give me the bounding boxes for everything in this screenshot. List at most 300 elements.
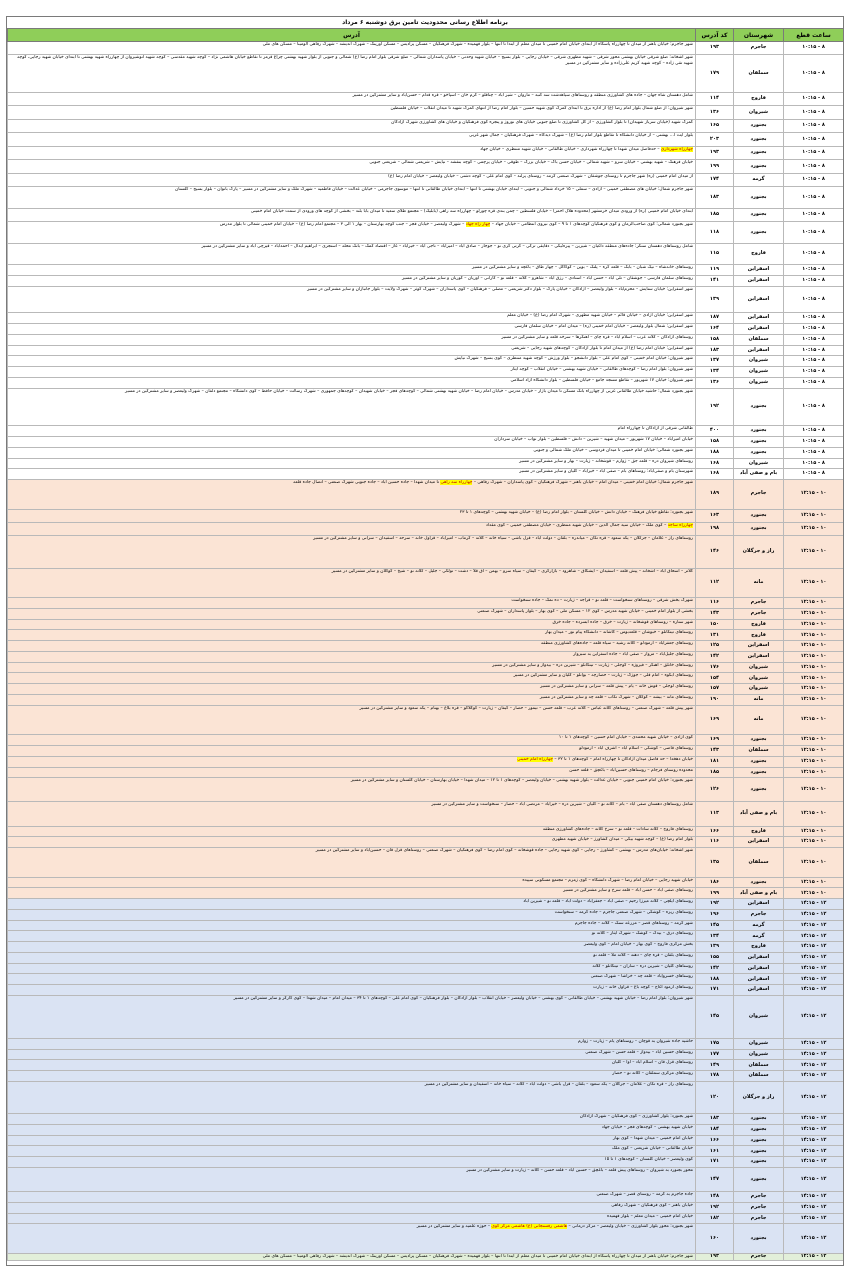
row-time: ۸ - ۱۰:۱۵ xyxy=(783,469,843,479)
row-code: ۱۶۹ xyxy=(695,706,733,735)
row-code: ۱۸۸ xyxy=(695,974,733,984)
table-row xyxy=(7,899,843,910)
row-city: بجنورد xyxy=(733,768,783,778)
row-code: ۱۸۳ xyxy=(695,346,733,356)
row-time: ۱۲ - ۱۴:۱۵ xyxy=(783,1168,843,1191)
row-code: ۱۶۸ xyxy=(695,459,733,469)
row-code: ۱۳۵ xyxy=(695,848,733,877)
row-address: چهارراه شهرداری – حدفاصل میدان شهدا تا چهارراه شهرداری – خیابان طالقانی – خیابان شهید منتظری – خیابان جهاد xyxy=(7,147,695,159)
row-code: ۱۷۶ xyxy=(695,663,733,673)
row-code: ۱۸۱ xyxy=(695,757,733,767)
table-row xyxy=(7,324,843,335)
table-row xyxy=(7,222,843,244)
row-city: راز و جرگلان xyxy=(733,536,783,567)
table-row xyxy=(7,459,843,470)
row-address: روستاهای جلیل‌آباد – مروار – صفی آباد – جاده اسفراین به سبزوار xyxy=(7,652,695,662)
row-address: شهر جاجرم شمال: خیابان امام خمینی – میدان امام – خیابان باهنر – شهرک فرهنگیان – کوی پاسداران – شهرک رفاهی – چهارراه سه راهی تا میدان شهدا – جاده حسین آباد – جاده جنوبی شهرک صنعتی – اتصال جاده قلعه xyxy=(7,480,695,509)
row-address: شهر شیروان: بلوار امام رضا – کوچه‌های طالقانی – خیابان شهید بهشتی – خیابان انقلاب – کوچه ایثار xyxy=(7,367,695,377)
row-address: شهر جاجرم: خیابان باهنر از میدان تا چهارراه پاسگاه از ابتدای خیابان امام خمینی تا میدان معلم از ابتدا تا انتها – بلوار فهمیده – شهرک فرهنگیان – مسکن پرادیس – مسکن اورینگ – شهرک اندیشه – شهرک رفاهی الومینا – مسکن های ملی xyxy=(7,1254,695,1260)
row-city: گرمه xyxy=(733,174,783,186)
row-address: محور بجنورد به شیروان – روستاهای پیش قلعه – باغچق – حسین آباد – قلعه حسن – کلاته – زیارت و سایر مشترکین در مسیر xyxy=(7,1168,695,1191)
table-row xyxy=(7,673,843,684)
row-city: بجنورد xyxy=(733,1125,783,1135)
row-address: روستاهای فاروج – کلاته سادات – قلعه نو – سرخ کلاته – جاده‌های کشاورزی منطقه xyxy=(7,827,695,837)
row-city: اسفراین xyxy=(733,287,783,313)
row-address: جاده جاجرم به گرمه – روستای قصر – شهرک صنعتی xyxy=(7,1192,695,1202)
row-city: اسفراین xyxy=(733,265,783,275)
row-time: ۱۲ - ۱۴:۱۵ xyxy=(783,1136,843,1146)
row-time: ۱۰ - ۱۲:۱۵ xyxy=(783,569,843,598)
row-code: ۱۷۱ xyxy=(695,985,733,995)
row-city: بجنورد xyxy=(733,426,783,436)
row-city: مانه xyxy=(733,695,783,705)
row-address: روستاهای مرکزی سملقان – کلاته نو – حصار xyxy=(7,1071,695,1081)
row-code: ۱۴۱ xyxy=(695,276,733,286)
row-time: ۱۲ - ۱۴:۱۵ xyxy=(783,1039,843,1049)
row-address: روستاهای آزادگان – کلاته عرب – اسلام آباد – قره چای – آهنگرها – سرخه قلعه و سایر مشترکین در مسیر xyxy=(7,335,695,345)
row-code: ۱۳۹ xyxy=(695,942,733,952)
row-code: ۱۱۸ xyxy=(695,222,733,243)
row-city: اسفراین xyxy=(733,974,783,984)
table-header-row xyxy=(7,29,843,42)
row-address: شهر جاجرم: خیابان باهنر از میدان تا چهارراه پاسگاه از ابتدای خیابان امام خمینی تا میدان معلم از ابتدا تا انتها – بلوار فهمیده – شهرک فرهنگیان – مسکن پرادیس – مسکن اورینگ – شهرک اندیشه – شهرک رفاهی الومینا – مسکن های ملی xyxy=(7,42,695,54)
row-time: ۸ - ۱۰:۱۵ xyxy=(783,389,843,426)
row-address: روستاهای آرمود آغاج – کوچه باغ – قراول خانه – زیارت xyxy=(7,985,695,995)
row-address: از میدان امام خمینی (ره) شهر جاجرم تا روستای جوشقان – شهرک صنعتی گرمه – روستای پرلند – کوی امام علی – کوچه دشتی – خیابان ولیعصر – خیابان امام رضا (ع) xyxy=(7,174,695,186)
row-city: اسفراین xyxy=(733,276,783,286)
row-address: روستاهای خسروآباد – قلعه چه – خراشا – شهرک صنعتی xyxy=(7,974,695,984)
table-row xyxy=(7,569,843,599)
row-code: ۱۲۰ xyxy=(695,1082,733,1113)
row-city: سملقان xyxy=(733,335,783,345)
row-city: جاجرم xyxy=(733,1192,783,1202)
row-time: ۸ - ۱۰:۱۵ xyxy=(783,448,843,458)
row-address: شهر بجنورد: بلوار کشاورزی – کوی فرهنگیان – شهرک آزادگان xyxy=(7,1114,695,1124)
row-time: ۱۰ - ۱۲:۱۵ xyxy=(783,684,843,694)
row-address: روستاهای قزل قان – اسلام آباد – آوا – گلیان xyxy=(7,1060,695,1070)
row-address: روستاهای ریزه – کوشکی – شهرک صنعتی جاجرم – جاده گرمه – سنخواست xyxy=(7,910,695,920)
row-address: روستاهای ایلچی – کلاته میرزا رحیم – صفی آباد – جعفرآباد – دولت آباد – قلعه نو – شیرین آباد xyxy=(7,899,695,909)
row-address: روستاهای حسین آباد – بیدواز – قلعه حسن – شهرک صنعتی xyxy=(7,1050,695,1060)
table-row xyxy=(7,1254,843,1261)
table-row xyxy=(7,335,843,346)
row-time: ۱۰ - ۱۲:۱۵ xyxy=(783,480,843,509)
table-row xyxy=(7,120,843,133)
row-address: شهر شیروان: خیابان امام خمینی – کوی امام علی – بلوار دانشجو – بلوار ورزش – کوچه شهید منتظری – کوی بسیج – شهرک نیایش xyxy=(7,356,695,366)
row-city: فاروج xyxy=(733,827,783,837)
row-code: ۱۱۵ xyxy=(695,244,733,265)
table-row xyxy=(7,378,843,389)
table-row xyxy=(7,1146,843,1157)
row-city: شیروان xyxy=(733,106,783,118)
row-address: شهرستان بام و صفی‌آباد: روستاهای بام – صفی آباد – خیرآباد – گلیان و سایر مشترکین در مسیر xyxy=(7,469,695,479)
row-time: ۸ - ۱۰:۱۵ xyxy=(783,287,843,313)
row-time: ۱۲ - ۱۴:۱۵ xyxy=(783,931,843,941)
row-city: بجنورد xyxy=(733,735,783,745)
row-code: ۱۸۲ xyxy=(695,1214,733,1224)
table-row xyxy=(7,147,843,160)
row-city: جاجرم xyxy=(733,480,783,509)
row-address: شهر اسفراین: شمال بلوار ولیعصر – خیابان امام خمینی (ره) – میدان امام – خیابان سلمان فارسی xyxy=(7,324,695,334)
row-code: ۱۸۶ xyxy=(695,878,733,888)
row-time: ۸ - ۱۰:۱۵ xyxy=(783,276,843,286)
table-row xyxy=(7,106,843,119)
row-city: شیروان xyxy=(733,684,783,694)
table-row xyxy=(7,480,843,510)
row-address: شهر شیروان: بلوار امام رضا – خیابان شهید بهشتی – خیابان طالقانی – کوی بهشتی – خیابان ولیعصر – خیابان انقلاب – بلوار آزادگان – بلوار فرهنگیان – کوی امام علی – کوچه‌های ۱ تا ۳۴ – میدان امام – میدان شهدا – کوی کارگر و سایر مشترکین در مسیر xyxy=(7,996,695,1038)
row-address: روستاهای صفی آباد – حسن آباد – قلعه سرخ و سایر مشترکین در مسیر xyxy=(7,888,695,898)
table-row xyxy=(7,746,843,757)
table-row xyxy=(7,663,843,674)
row-city: شیروان xyxy=(733,459,783,469)
row-time: ۱۲ - ۱۴:۱۵ xyxy=(783,1254,843,1260)
row-code: ۱۴۲ xyxy=(695,652,733,662)
table-row xyxy=(7,848,843,878)
row-address: شهر شیروان: خیابان ۱۷ شهریور – تقاطع مسجد جامع – خیابان فلسطین – بلوار دانشگاه آزاد اسلامی xyxy=(7,378,695,388)
row-code: ۱۱۹ xyxy=(695,265,733,275)
row-time: ۱۲ - ۱۴:۱۵ xyxy=(783,942,843,952)
row-city: اسفراین xyxy=(733,837,783,847)
table-body xyxy=(7,42,843,1254)
row-address: روستاهای تیتکانلو – خبوشان – قلعه‌بوس – کاشانه – دانشگاه پیام نور – میدان بهار xyxy=(7,630,695,640)
table-row xyxy=(7,1168,843,1192)
table-row xyxy=(7,695,843,706)
row-city: بجنورد xyxy=(733,448,783,458)
row-city: بام و صفی آباد xyxy=(733,888,783,898)
highlighted-text: چهارراه سه راهی xyxy=(440,480,473,486)
table-row xyxy=(7,209,843,222)
table-row xyxy=(7,160,843,173)
row-code: ۱۶۶ xyxy=(695,1136,733,1146)
row-code: ۱۳۷ xyxy=(695,356,733,366)
row-code: ۱۹۳ xyxy=(695,42,733,54)
row-code: ۱۷۹ xyxy=(695,55,733,92)
row-code: ۱۵۸ xyxy=(695,335,733,345)
row-city: سملقان xyxy=(733,746,783,756)
table-row xyxy=(7,652,843,663)
row-code: ۱۱۲ xyxy=(695,569,733,598)
row-address: ابتدای خیابان امام خمینی (ره) از ورودی میدان خرمشهر (محدوده هلال احمر) – خیابان فلسطین – چمن بندی قره چورلو – چهارراه سه راهی (بابلیک) – مجتمع طلای سعید تا میدان بابا بلند – بخشی از کوچه های ورودی از سمت خیابان امام خمینی xyxy=(7,209,695,221)
row-code: ۱۴۲ xyxy=(695,964,733,974)
table-row xyxy=(7,888,843,899)
table-row xyxy=(7,1082,843,1114)
row-time: ۱۲ - ۱۴:۱۵ xyxy=(783,996,843,1038)
row-city: فاروج xyxy=(733,93,783,105)
row-code: ۱۹۸ xyxy=(695,523,733,535)
row-code: ۱۷۷ xyxy=(695,1050,733,1060)
table-row xyxy=(7,174,843,187)
highlighted-text: چهار راه جهاد xyxy=(465,222,491,228)
row-code: ۱۸۹ xyxy=(695,480,733,509)
row-address: شهر اسفراین: خیابان ستایش – محرم‌آباد – بلوار ولیعصر – آزادگان – خیابان پارک – بلوار دکتر شریعتی – مصلی – فرهنگیان – کوی پاسداران – شهرک کوثر – شهرک ولایت – بلوار جانبازان و سایر مشترکین در مسیر xyxy=(7,287,695,313)
row-time: ۸ - ۱۰:۱۵ xyxy=(783,120,843,132)
row-address: کوی ولیعصر – خیابان گلستان – کوچه‌های ۱ تا ۱۵ xyxy=(7,1157,695,1167)
row-code: ۱۸۳ xyxy=(695,1114,733,1124)
row-time: ۱۰ - ۱۲:۱۵ xyxy=(783,735,843,745)
row-code: ۱۴۷ xyxy=(695,1168,733,1191)
row-city: بجنورد xyxy=(733,1136,783,1146)
row-code: ۱۴۶ xyxy=(695,536,733,567)
table-row xyxy=(7,1157,843,1168)
row-time: ۱۲ - ۱۴:۱۵ xyxy=(783,899,843,909)
table-row xyxy=(7,426,843,437)
row-city: فاروج xyxy=(733,620,783,630)
row-time: ۱۲ - ۱۴:۱۵ xyxy=(783,1224,843,1253)
row-city: بجنورد xyxy=(733,389,783,426)
row-time: ۱۲ - ۱۴:۱۵ xyxy=(783,1050,843,1060)
row-city: بجنورد xyxy=(733,1168,783,1191)
row-city: شیروان xyxy=(733,367,783,377)
row-address: روستاهای سلمان فارسی – جوشقان – تلی آباد – حسن آباد – آستادی – رزق آباد – شاهرو – کلاته – قلعه نو – گارانی – اوریان – گوریان و سایر مشترکین در مسیر xyxy=(7,276,695,286)
row-time: ۱۰ - ۱۲:۱۵ xyxy=(783,848,843,877)
row-code: ۱۴۳ xyxy=(695,609,733,619)
row-address: شهر جاجرم شمال: خیابان های مصطفی خمینی – آزادی – سملی – ۱۵ خرداد شمالی و جنوبی – ابتدای خیابان بهشتی تا انتها – ابتدای خیابان طالقانی تا انتها – موسوی جاجرمی – خیابان عدالت – خیابان فاطمیه – شهرک ملک و سایر مشترکین در مسیر – پارک بانوان – بلوار بسیج – گلستان xyxy=(7,187,695,208)
row-time: ۸ - ۱۰:۱۵ xyxy=(783,426,843,436)
row-time: ۱۰ - ۱۲:۱۵ xyxy=(783,746,843,756)
row-address: شهر بجنورد: محور بلوار کشاورزی – خیابان ولیعصر – مرکز درمانی – هاشمی رفسنجانی (ع) هاشمی مرکز کوی – حوزه علمیه و سایر مشترکین در مسیر xyxy=(7,1224,695,1253)
row-code: ۱۹۳ xyxy=(695,147,733,159)
row-address: شهر بجنورد شمالی: خیابان امام خمینی تا میدان فردوسی – خیابان ملک شمالی و جنوبی xyxy=(7,448,695,458)
row-time: ۱۲ - ۱۴:۱۵ xyxy=(783,974,843,984)
row-time: ۱۲ - ۱۴:۱۵ xyxy=(783,1060,843,1070)
row-city: سملقان xyxy=(733,1071,783,1081)
table-row xyxy=(7,802,843,826)
row-time: ۱۲ - ۱۴:۱۵ xyxy=(783,1203,843,1213)
row-city: سملقان xyxy=(733,1060,783,1070)
table-row xyxy=(7,757,843,768)
row-address: روستاهای درق – بیدک – کوشک – شهرک ایثار – کلاته نو xyxy=(7,931,695,941)
row-code: ۲۰۳ xyxy=(695,133,733,145)
row-code: ۱۸۴ xyxy=(695,1125,733,1135)
row-address: روستاهای خانلق – آهنگر – فیروزه – گوجلی – زیارت – تیتکانلو – شیرین دره – بیدواز و سایر مشترکین در مسیر xyxy=(7,663,695,673)
row-city: بجنورد xyxy=(733,222,783,243)
row-address: روستاهای بلقان – قره چای – دهنه – کلاته ملا – قلعه نو xyxy=(7,953,695,963)
row-time: ۱۰ - ۱۲:۱۵ xyxy=(783,888,843,898)
table-row xyxy=(7,837,843,848)
row-time: ۱۰ - ۱۲:۱۵ xyxy=(783,510,843,522)
row-city: شیروان xyxy=(733,1039,783,1049)
row-code: ۱۸۳ xyxy=(695,187,733,208)
row-code: ۱۶۳ xyxy=(695,510,733,522)
table-row xyxy=(7,1224,843,1254)
row-city: جاجرم xyxy=(733,1203,783,1213)
row-code: ۱۹۶ xyxy=(695,910,733,920)
table-row xyxy=(7,942,843,953)
row-code: ۱۶۵ xyxy=(695,120,733,132)
row-city: بجنورد xyxy=(733,437,783,447)
table-row xyxy=(7,356,843,367)
row-time: ۸ - ۱۰:۱۵ xyxy=(783,378,843,388)
row-address: شهر اسفراین: خیابان آزادی – خیابان قائم – خیابان شهید مطهری – شهرک امام رضا (ع) – خیابان معلم xyxy=(7,313,695,323)
row-city: بجنورد xyxy=(733,160,783,172)
row-code: ۱۷۸ xyxy=(695,1071,733,1081)
row-city: گرمه xyxy=(733,921,783,931)
row-code: ۱۸۷ xyxy=(695,313,733,323)
table-row xyxy=(7,93,843,106)
table-row xyxy=(7,1125,843,1136)
table-row xyxy=(7,244,843,266)
row-address: حاشیه جاده شیروان به قوچان – روستاهای یام – زیارت – زوارم xyxy=(7,1039,695,1049)
row-city: شیروان xyxy=(733,663,783,673)
row-time: ۸ - ۱۰:۱۵ xyxy=(783,459,843,469)
row-time: ۱۰ - ۱۲:۱۵ xyxy=(783,630,843,640)
table-row xyxy=(7,778,843,802)
table-row xyxy=(7,313,843,324)
row-city: شیروان xyxy=(733,1050,783,1060)
row-city: راز و جرگلان xyxy=(733,1082,783,1113)
row-time: ۸ - ۱۰:۱۵ xyxy=(783,222,843,243)
highlighted-text: چهارراه امام خمینی xyxy=(517,756,553,762)
row-city: اسفراین xyxy=(733,346,783,356)
row-code: ۱۷۱ xyxy=(695,1157,733,1167)
row-address: طالقانی شرقی از آزادگان تا چهارراه امام xyxy=(7,426,695,436)
table-row xyxy=(7,1214,843,1225)
row-time: ۱۰ - ۱۲:۱۵ xyxy=(783,878,843,888)
row-code: ۱۹۹ xyxy=(695,160,733,172)
row-city: جاجرم xyxy=(733,42,783,54)
table-row xyxy=(7,598,843,609)
header-city: شهرستان xyxy=(733,29,783,41)
row-city: جاجرم xyxy=(733,1214,783,1224)
row-code: ۱۶۴ xyxy=(695,324,733,334)
row-time: ۱۲ - ۱۴:۱۵ xyxy=(783,1214,843,1224)
row-code: ۱۴۸ xyxy=(695,1192,733,1202)
row-city: جاجرم xyxy=(733,910,783,920)
row-code: ۱۳۴ xyxy=(695,367,733,377)
table-row xyxy=(7,609,843,620)
row-address: چهارراه ساجد – کوی ملک – خیابان سید جمال الدین – خیابان شهید منتظری – خیابان مصطفی خمینی – کوی مقداد xyxy=(7,523,695,535)
row-city: بجنورد xyxy=(733,1146,783,1156)
row-address: خیابان فرهنگ – شهید بهشتی – خیابان سرو – شهید شمالی – خیابان حسن باک – خیابان بزرگ – طوقی – خیابان پرچمی – کوچه بنفشه – نیایش – شریعتی شمالی – شریعتی جنوبی xyxy=(7,160,695,172)
row-code: ۱۸۵ xyxy=(695,209,733,221)
row-address: شهر بجنورد شمالی: کوی صاحب‌الزمان و کوی فرهنگیان کوچه‌های ۱ تا ۹ – کوی نیروی انتظامی – خیابان جهاد – چهار راه جهاد – شهرک ولیعصر – خیابان فجر – جنب کوچه بهارستان – بهار ۱ الی ۳ – مجتمع امام رضا (ع) – خیابان امام خمینی شمالی تا بلوار مدرس xyxy=(7,222,695,243)
table-row xyxy=(7,346,843,357)
row-time: ۸ - ۱۰:۱۵ xyxy=(783,335,843,345)
row-city: بجنورد xyxy=(733,1157,783,1167)
row-time: ۱۲ - ۱۴:۱۵ xyxy=(783,964,843,974)
row-address: خیابان شهید رجایی – خیابان امام رضا – شهرک دانشگاه – کوی زمزم – مجتمع مسکونی سپیده xyxy=(7,878,695,888)
table-row xyxy=(7,931,843,942)
row-time: ۸ - ۱۰:۱۵ xyxy=(783,367,843,377)
table-row xyxy=(7,389,843,427)
row-time: ۱۰ - ۱۲:۱۵ xyxy=(783,706,843,735)
row-address: کوی آزادی – خیابان شهید محمدی – خیابان امام حسین – کوچه‌های ۱ تا ۱۰ xyxy=(7,735,695,745)
row-time: ۱۲ - ۱۴:۱۵ xyxy=(783,1082,843,1113)
row-code: ۱۳۴ xyxy=(695,931,733,941)
row-address: شهر پیش قلعه – شهرک صنعتی – روستاهای کلاته عباس – کلاته عرب – قلعه حسن – تیمور – حصار – گیفان – زیارت – کوکلاکو – قره بلاغ – بهنام – یکه سعود و سایر مشترکین در مسیر xyxy=(7,706,695,735)
table-row xyxy=(7,276,843,287)
row-time: ۸ - ۱۰:۱۵ xyxy=(783,265,843,275)
table-row xyxy=(7,469,843,480)
row-address: کلاتر – اسحاق آباد – آشخانه – پیش قلعه – اسفیدان – ایشکاق – شاهرود – بازارگری – گیفان – سیاه سرو – بهمن – آق قلا – دشت – تولکی – جلیل – کلاته نو – شیخ – گوکلان و سایر مشترکین در مسیر xyxy=(7,569,695,598)
row-code: ۱۳۶ xyxy=(695,106,733,118)
row-city: فاروج xyxy=(733,942,783,952)
row-city: گرمه xyxy=(733,931,783,941)
table-row xyxy=(7,620,843,631)
row-city: سملقان xyxy=(733,848,783,877)
row-city: اسفراین xyxy=(733,953,783,963)
row-code: ۱۴۵ xyxy=(695,921,733,931)
row-address: روستاهای راز – غلامان – جرگلان – یکه سعود – قره تکان – میاندره – بلقان – دولت آباد – قزل باشی – سیاه خانه – کلاته – گرماب – امیرآباد – قراول خانه – سرحد – اسفیدان – سرانی و سایر مشترکین در مسیر xyxy=(7,536,695,567)
row-city: شیروان xyxy=(733,673,783,683)
table-row xyxy=(7,1071,843,1082)
row-code: ۱۷۴ xyxy=(695,174,733,186)
row-code: ۱۹۲ xyxy=(695,899,733,909)
table-row xyxy=(7,287,843,314)
table-row xyxy=(7,974,843,985)
row-address: روستاهای راز – قره تکان – غلامان – جرگلان – یکه سعود – بلقان – قزل باشی – دولت آباد – کلاته – سیاه خانه – اسفیدان و سایر مشترکین در مسیر xyxy=(7,1082,695,1113)
row-city: بجنورد xyxy=(733,510,783,522)
row-code: ۱۹۲ xyxy=(695,1203,733,1213)
table-row xyxy=(7,684,843,695)
table-row xyxy=(7,953,843,964)
row-code: ۱۷۵ xyxy=(695,1039,733,1049)
row-time: ۸ - ۱۰:۱۵ xyxy=(783,346,843,356)
table-row xyxy=(7,265,843,276)
row-city: اسفراین xyxy=(733,324,783,334)
table-row xyxy=(7,1114,843,1125)
row-address: روستاهای گلیان – شیرین دره – ساران – تیتکانلو – کلاته xyxy=(7,964,695,974)
row-code: ۱۸۸ xyxy=(695,448,733,458)
table-row xyxy=(7,42,843,55)
row-time: ۸ - ۱۰:۱۵ xyxy=(783,209,843,221)
row-address: خیابان امام خمینی – میدان معلم – بلوار فهمیده xyxy=(7,1214,695,1224)
row-city: بجنورد xyxy=(733,187,783,208)
row-time: ۸ - ۱۰:۱۵ xyxy=(783,93,843,105)
row-city: بام و صفی آباد xyxy=(733,469,783,479)
row-time: ۱۰ - ۱۲:۱۵ xyxy=(783,663,843,673)
row-time: ۸ - ۱۰:۱۵ xyxy=(783,160,843,172)
row-time: ۱۰ - ۱۲:۱۵ xyxy=(783,673,843,683)
row-address: شهر ستاره – روستاهای قوشخانه – زیارت – خرق – جاده آبسرده – جاده خرق xyxy=(7,620,695,630)
table-row xyxy=(7,133,843,146)
row-time: ۱۰ - ۱۲:۱۵ xyxy=(783,802,843,825)
row-address: شهر بجنورد: خیابان امام خمینی جنوبی – خیابان عدالت – بلوار شهید بهشتی – خیابان ولیعصر – کوچه‌های ۱ تا ۱۲ – میدان شهدا – خیابان بهارستان – خیابان گلستان و سایر مشترکین در مسیر xyxy=(7,778,695,801)
row-code: ۱۵۷ xyxy=(695,684,733,694)
table-row xyxy=(7,1192,843,1203)
row-address: روستاهای آبکوه – امام قلی – جوزک – زیارت – حصارچه – بوانلو – گلیان و سایر مشترکین در مسیر xyxy=(7,673,695,683)
row-code: ۱۲۵ xyxy=(695,641,733,651)
table-row xyxy=(7,878,843,889)
row-time: ۸ - ۱۰:۱۵ xyxy=(783,313,843,323)
row-city: فاروج xyxy=(733,630,783,640)
row-city: اسفراین xyxy=(733,899,783,909)
row-address: روستاهای لوجلی – قوش خانه – یام – پیش قلعه – سرانی و سایر مشترکین در مسیر xyxy=(7,684,695,694)
row-address: خیابان دهخدا – حد فاصل میدان آزادگان تا چهارراه امام – کوچه‌های ۱ تا ۳۲ – چهارراه امام خمینی xyxy=(7,757,695,767)
table-row xyxy=(7,964,843,975)
row-address: شامل روستاهای دهستان صفی آباد – بام – کلاته نو – گلیان – شیرین دره – خیرآباد – مرتضی آباد – حصار – سنخواست و سایر مشترکین در مسیر xyxy=(7,802,695,825)
row-code: ۱۳۱ xyxy=(695,630,733,640)
row-time: ۱۰ - ۱۲:۱۵ xyxy=(783,778,843,801)
row-code: ۱۱۶ xyxy=(695,598,733,608)
row-time: ۸ - ۱۰:۱۵ xyxy=(783,244,843,265)
row-time: ۱۲ - ۱۴:۱۵ xyxy=(783,1071,843,1081)
row-city: جاجرم xyxy=(733,609,783,619)
row-address: بخش مرکزی فاروج – کوی بهار – خیابان امام – کوی ولیعصر xyxy=(7,942,695,952)
row-address: شهر بجنورد: تقاطع خیابان فرهنگ – خیابان دانش – خیابان گلستان – بلوار امام رضا (ع) – خیابان شهید بهشتی – کوچه‌های ۱ تا ۲۳ xyxy=(7,510,695,522)
table-row xyxy=(7,437,843,448)
row-time: ۱۲ - ۱۴:۱۵ xyxy=(783,910,843,920)
table-row xyxy=(7,1203,843,1214)
table-row xyxy=(7,523,843,536)
row-code: ۱۴۳ xyxy=(695,746,733,756)
row-city: بام و صفی آباد xyxy=(733,802,783,825)
row-city: اسفراین xyxy=(733,985,783,995)
row-code: ۴۰۰ xyxy=(695,426,733,436)
row-address: خیابان طالقانی – خیابان شریعتی – کوی ملک xyxy=(7,1146,695,1156)
row-time: ۱۰ - ۱۲:۱۵ xyxy=(783,620,843,630)
row-time: ۸ - ۱۰:۱۵ xyxy=(783,437,843,447)
